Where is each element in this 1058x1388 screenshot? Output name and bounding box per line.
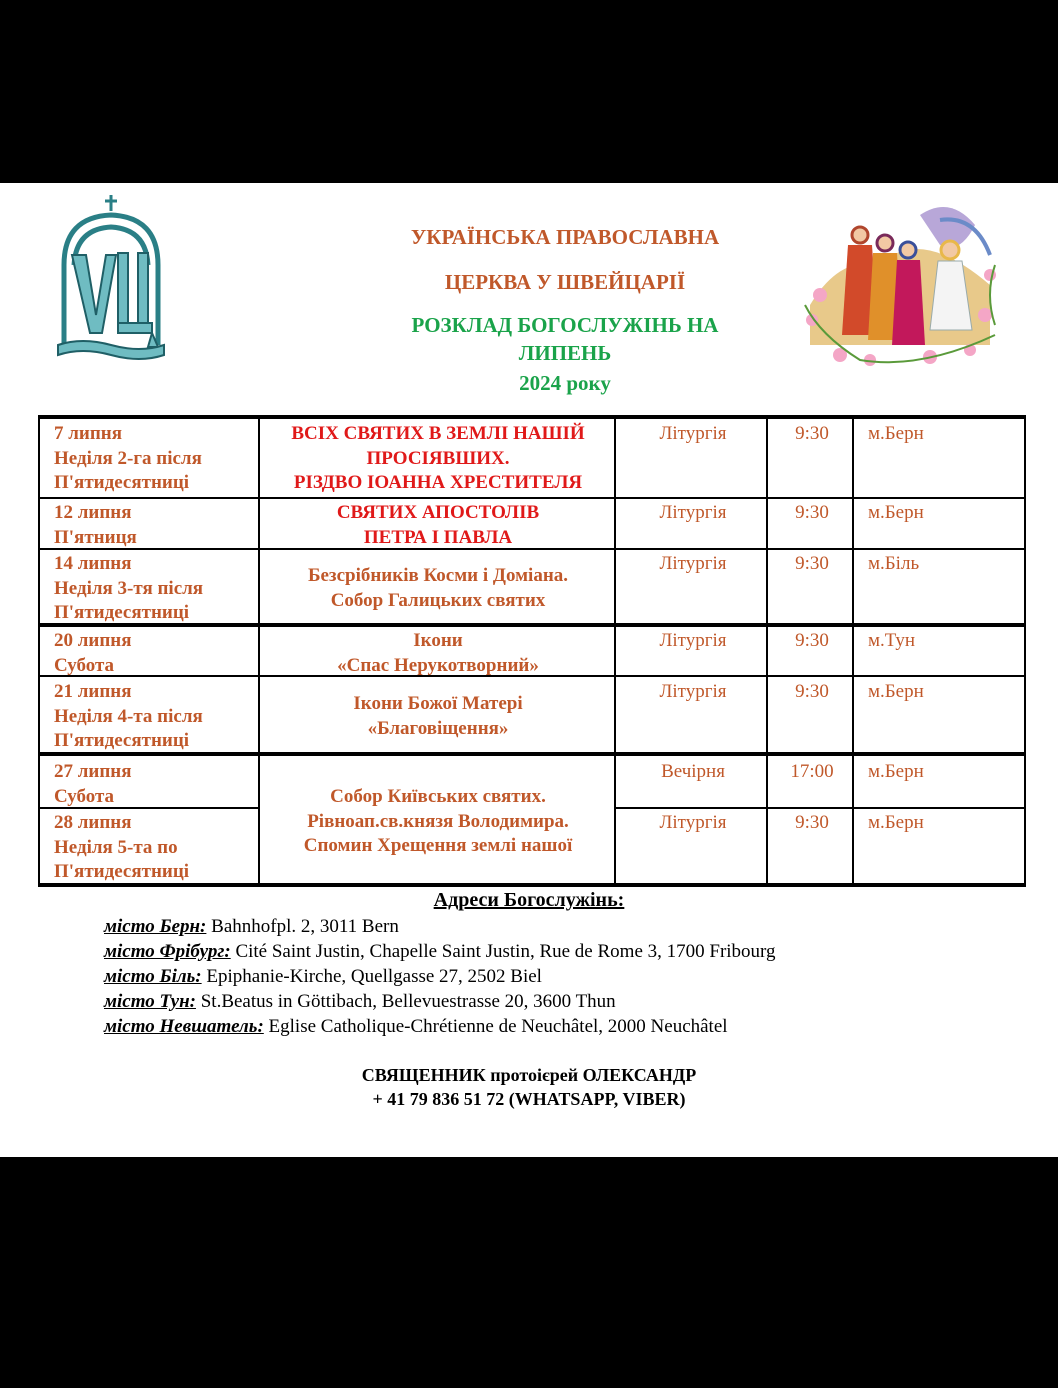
- day-cell: П'ятидесятниці: [54, 602, 190, 623]
- day-cell: П'ятниця: [54, 526, 137, 548]
- date-cell: 7 липня: [54, 423, 123, 444]
- time-cell: 9:30: [795, 812, 829, 833]
- service-cell: Вечірня: [661, 761, 725, 782]
- feast-line: Ікони: [413, 630, 463, 651]
- place-cell: м.Берн: [868, 681, 924, 702]
- service-cell: Літургія: [659, 502, 727, 523]
- feast-cell: [262, 501, 614, 550]
- address-city: місто Тун:: [104, 991, 196, 1012]
- address-text: Cité Saint Justin, Chapelle Saint Justin, Rue de Rome 3, 1700 Fribourg: [230, 941, 776, 962]
- feast-line: РІЗДВО ІОАННА ХРЕСТИТЕЛЯ: [293, 472, 583, 493]
- date-cell: 20 липня: [54, 630, 132, 651]
- address-text: Eglise Catholique-Chrétienne de Neuchâtel, 2000 Neuchâtel: [263, 1016, 728, 1037]
- icon-artwork: [800, 195, 1000, 370]
- date-cell: 12 липня: [54, 502, 132, 523]
- time-cell: 9:30: [795, 630, 829, 651]
- date-cell: 27 липня: [54, 761, 132, 782]
- day-cell: Субота: [54, 785, 115, 807]
- feast-line: Собор Київських святих.: [330, 786, 546, 807]
- address-line: [104, 1015, 728, 1039]
- time-cell: 9:30: [795, 681, 829, 702]
- feast-line: ВСІХ СВЯТИХ В ЗЕМЛІ НАШІЙ: [291, 423, 585, 444]
- feast-line: «Спас Нерукотворний»: [337, 654, 539, 676]
- day-cell: Неділя 2-га після: [54, 447, 202, 469]
- day-cell: Неділя 3-тя після: [54, 577, 204, 599]
- church-title-line2: ЦЕРКВА У ШВЕЙЦАРІЇ: [444, 270, 686, 294]
- place-cell: м.Біль: [868, 553, 920, 574]
- feast-line: Собор Галицьких святих: [330, 589, 546, 611]
- feast-line: Ікони Божої Матері: [353, 693, 523, 714]
- address-city: місто Невшатель:: [104, 1016, 264, 1037]
- feast-cell: [262, 629, 614, 678]
- church-logo: [52, 195, 170, 370]
- address-text: St.Beatus in Göttibach, Bellevuestrasse 20, 3600 Thun: [195, 991, 616, 1012]
- feast-cell: [262, 692, 614, 741]
- address-city: місто Берн:: [104, 916, 207, 937]
- address-text: Bahnhofpl. 2, 3011 Bern: [206, 916, 399, 937]
- addresses-title: Адреси Богослужінь:: [433, 889, 625, 911]
- time-cell: 9:30: [795, 553, 829, 574]
- contact-phone: + 41 79 836 51 72 (WHATSAPP, VIBER): [372, 1089, 686, 1109]
- address-text: Epiphanie-Kirche, Quellgasse 27, 2502 Biel: [201, 966, 542, 987]
- service-cell: Літургія: [659, 423, 727, 444]
- service-cell: Літургія: [659, 553, 727, 574]
- table-row: [54, 811, 189, 885]
- feast-line: СВЯТИХ АПОСТОЛІВ: [336, 502, 540, 523]
- time-cell: 17:00: [790, 761, 834, 782]
- feast-line: Спомин Хрещення землі нашої: [303, 835, 573, 856]
- feast-line: ПРОСІЯВШИХ.: [366, 447, 510, 469]
- feast-cell: [262, 785, 614, 859]
- table-row: [54, 422, 202, 496]
- address-city: місто Фрібург:: [104, 941, 231, 962]
- address-line: [104, 990, 616, 1014]
- feast-cell: [262, 422, 614, 496]
- day-cell: П'ятидесятниці: [54, 472, 190, 493]
- feast-line: «Благовіщення»: [367, 717, 509, 739]
- day-cell: Неділя 4-та після: [54, 705, 203, 727]
- place-cell: м.Берн: [868, 502, 924, 523]
- feast-cell: [262, 564, 614, 613]
- address-line: [104, 915, 399, 939]
- day-cell: Неділя 5-та по: [54, 836, 178, 858]
- feast-line: Рівноап.св.князя Володимира.: [307, 810, 569, 832]
- service-cell: Літургія: [659, 630, 727, 651]
- feast-line: Безсрібників Косми і Доміана.: [307, 565, 569, 586]
- day-cell: П'ятидесятниці: [54, 730, 190, 751]
- service-cell: Літургія: [659, 812, 727, 833]
- schedule-title-line1: РОЗКЛАД БОГОСЛУЖІНЬ НА: [411, 313, 719, 337]
- place-cell: м.Тун: [868, 630, 916, 651]
- date-cell: 14 липня: [54, 553, 132, 574]
- table-row: [54, 552, 203, 626]
- address-line: [104, 965, 542, 989]
- table-row: [54, 760, 132, 809]
- date-cell: 28 липня: [54, 812, 132, 833]
- day-cell: П'ятидесятниці: [54, 861, 190, 882]
- date-cell: 21 липня: [54, 681, 132, 702]
- day-cell: Субота: [54, 654, 115, 676]
- service-cell: Літургія: [659, 681, 727, 702]
- table-row: [54, 680, 203, 754]
- table-row: [54, 629, 132, 678]
- time-cell: 9:30: [795, 423, 829, 444]
- feast-line: ПЕТРА І ПАВЛА: [363, 526, 513, 548]
- address-line: [104, 940, 776, 964]
- church-title-line1: УКРАЇНСЬКА ПРАВОСЛАВНА: [410, 225, 720, 249]
- table-row: [54, 501, 137, 550]
- priest-name: СВЯЩЕННИК протоієрей ОЛЕКСАНДР: [361, 1065, 697, 1085]
- schedule-title-year: 2024 року: [519, 371, 611, 395]
- place-cell: м.Берн: [868, 423, 924, 444]
- schedule-title-month: ЛИПЕНЬ: [518, 341, 612, 365]
- schedule-table: [38, 415, 1026, 887]
- address-city: місто Біль:: [104, 966, 202, 987]
- place-cell: м.Берн: [868, 761, 924, 782]
- time-cell: 9:30: [795, 502, 829, 523]
- schedule-sheet: [0, 183, 1058, 1157]
- place-cell: м.Берн: [868, 812, 924, 833]
